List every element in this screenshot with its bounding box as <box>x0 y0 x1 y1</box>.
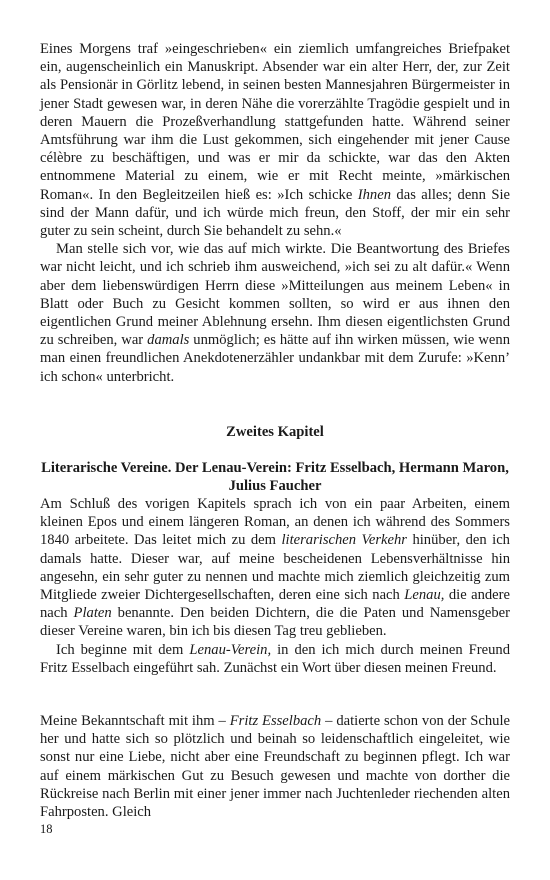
paragraph <box>40 40 510 240</box>
chapter-title: Zweites Kapitel <box>226 424 324 440</box>
paragraph <box>40 495 510 641</box>
emphasis-text: literarischen Verkehr <box>281 532 407 549</box>
body-text: die andere nach <box>40 587 510 622</box>
body-text: Meine Bekanntschaft mit ihm – <box>40 713 230 729</box>
paragraph <box>40 641 510 677</box>
emphasis-text: damals <box>147 332 190 349</box>
emphasis-text: Lenau, <box>404 587 445 604</box>
text-block-esselbach <box>40 712 510 821</box>
chapter-subtitle: Literarische Vereine. Der Lenau-Verein: Fritz Esselbach, Hermann Maron, Julius Faucher <box>41 460 509 494</box>
emphasis-text: Lenau-Verein, <box>189 641 272 658</box>
body-text: benannte. Den beiden Dichtern, die die Paten und Namensgeber dieser Vereine waren, bin ich bis diesen Tag treu geblieben. <box>40 605 511 640</box>
body-text: in den ich mich durch meinen Freund Fritz Esselbach eingeführt sah. Zunächst ein Wort über diesen meinen Freund. <box>40 641 510 676</box>
body-text: unmöglich; es hätte auf ihn wirken müssen, wie wenn man einen freundlichen Anekdotenerzähler undankbar mit dem Zurufe: »Kenn’ ich schon« unterbricht. <box>40 332 510 385</box>
emphasis-text: Ihnen <box>357 186 391 203</box>
text-block-intro <box>40 40 510 386</box>
paragraph <box>40 240 510 386</box>
body-text: das alles; denn Sie sind der Mann dafür, und ich würde mich freun, den Stoff, der mir ein sehr guter zu sein scheint, durch Sie behandelt zu sehn.« <box>40 186 510 240</box>
text-block-chapter-opening <box>40 495 510 677</box>
body-text: hinüber, den ich damals hatte. Dieser war, auf meine bescheidenen Lebensverhältnisse hin angesehn, ein sehr guter zu nennen und machte mich ziemlich gleichzeitig zum Mitgliede zweier Dichtergesellschaften, deren eine sich nach <box>40 532 510 604</box>
emphasis-text: Platen <box>73 605 112 622</box>
body-text: Eines Morgens traf »eingeschrieben« ein ziemlich umfangreiches Briefpaket ein, augenscheinlich ein Manuskript. Absender war ein alter Herr, der, zur Zeit als Pensionär in Görlitz lebend, in seinen besten Mannesjahren Bürgermeister in jener Stadt gewesen war, in deren Nähe die vorerzählte Tragödie gespielt und in deren Mauern die Prozeßverhandlung stattgefunden hatte. Während seiner Amtsführung war ihm die Lust gekommen, sich eingehender mit jener Cause célèbre zu beschäftigen, und was er mir da schickte, war das den Akten entnommene Material zu einem, wie er mit Recht meinte, »märkischen Roman«. In den Begleitzeilen hieß es: »Ich schicke <box>40 41 510 203</box>
body-text: – datierte schon von der Schule her und hatte sich so plötzlich und beinah so leidenschaftlich eingeleitet, wie sonst nur eine Liebe, nicht aber eine Freundschaft zu beginnen pflegt. Ich war auf einem märkischen Gut zu Besuch gewesen und machte von dorther die Rückreise nach Berlin mit einer jener immer nach Juchtenleder riechenden alten Fahrposten. Gleich <box>40 713 510 821</box>
body-text: Am Schluß des vorigen Kapitels sprach ich von ein paar Arbeiten, einem kleinen Epos und einem längeren Roman, an denen ich während des Sommers 1840 arbeitete. Das leitet mich zu dem <box>40 496 510 549</box>
page-number: 18 <box>40 822 53 836</box>
paragraph <box>40 712 510 821</box>
emphasis-text: Fritz Esselbach <box>229 713 322 729</box>
body-text: Ich beginne mit dem <box>56 641 190 658</box>
body-text: Man stelle sich vor, wie das auf mich wirkte. Die Beantwortung des Briefes war nicht leicht, und ich schrieb ihm ausweichend, »ich sei zu alt dafür.« Wenn aber dem liebenswürdigen Herrn diese »Mitteilungen aus meinem Leben« in Blatt oder Buch zu Gesicht kommen sollten, so wird er aus ihnen den eigentlichen Grund meiner Ablehnung ersehn. Ihm diesen eigentlichsten Grund zu schreiben, war <box>40 241 510 349</box>
